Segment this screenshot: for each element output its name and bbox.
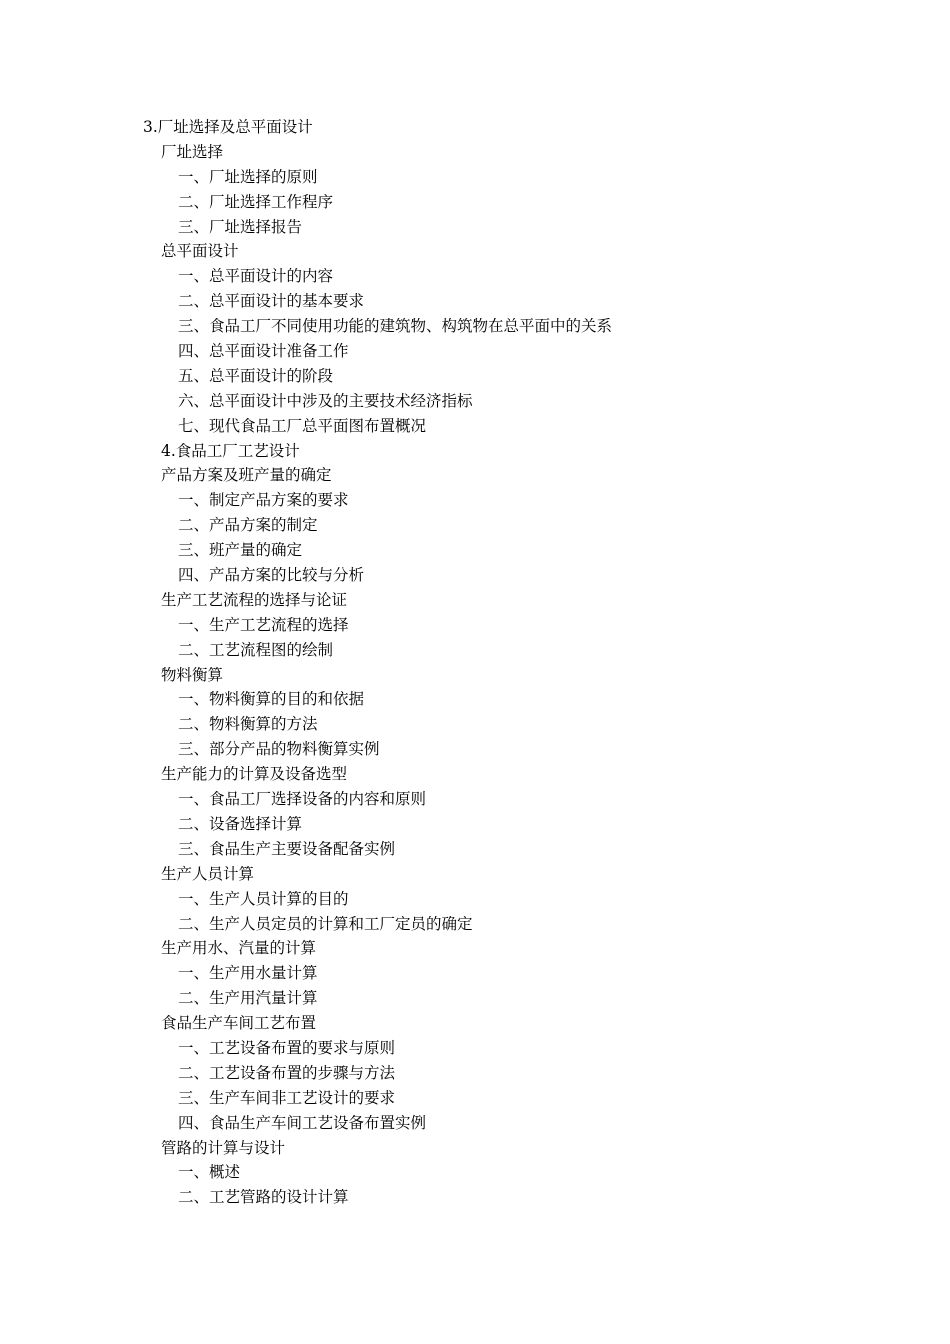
subsection-item: 二、工艺流程图的绘制 (178, 640, 334, 659)
subsection-item: 一、生产人员计算的目的 (178, 889, 349, 908)
subsection-item: 三、生产车间非工艺设计的要求 (178, 1088, 396, 1107)
section-heading: 总平面设计 (161, 242, 239, 261)
subsection-item: 一、物料衡算的目的和依据 (178, 690, 365, 709)
section-heading: 生产人员计算 (161, 864, 255, 883)
subsection-item: 六、总平面设计中涉及的主要技术经济指标 (178, 391, 473, 410)
section-heading: 生产用水、汽量的计算 (161, 939, 317, 958)
subsection-item: 二、工艺设备布置的步骤与方法 (178, 1063, 396, 1082)
subsection-item: 四、总平面设计准备工作 (178, 342, 349, 361)
subsection-item: 一、生产工艺流程的选择 (178, 615, 349, 634)
subsection-item: 三、食品生产主要设备配备实例 (178, 839, 396, 858)
section-heading: 生产工艺流程的选择与论证 (161, 590, 348, 609)
subsection-item: 二、工艺管路的设计计算 (178, 1188, 349, 1207)
subsection-item: 七、现代食品工厂总平面图布置概况 (178, 416, 427, 435)
subsection-item: 四、食品生产车间工艺设备布置实例 (178, 1113, 427, 1132)
subsection-item: 三、厂址选择报告 (178, 217, 303, 236)
subsection-item: 一、制定产品方案的要求 (178, 491, 349, 510)
subsection-item: 四、产品方案的比较与分析 (178, 566, 365, 585)
subsection-item: 二、生产用汽量计算 (178, 989, 318, 1008)
subsection-item: 一、工艺设备布置的要求与原则 (178, 1038, 396, 1057)
subsection-item: 一、厂址选择的原则 (178, 167, 318, 186)
section-heading: 生产能力的计算及设备选型 (161, 765, 348, 784)
section-heading: 物料衡算 (161, 665, 224, 684)
subsection-item: 二、厂址选择工作程序 (178, 192, 334, 211)
section-heading: 食品生产车间工艺布置 (161, 1014, 317, 1033)
subsection-item: 三、部分产品的物料衡算实例 (178, 740, 380, 759)
subsection-item: 一、生产用水量计算 (178, 964, 318, 983)
document-page (0, 115, 950, 1210)
subsection-item: 一、总平面设计的内容 (178, 267, 334, 286)
subsection-item: 一、概述 (178, 1163, 241, 1182)
section-heading: 厂址选择 (161, 142, 224, 161)
subsection-item: 二、物料衡算的方法 (178, 715, 318, 734)
subsection-item: 二、总平面设计的基本要求 (178, 292, 365, 311)
subsection-item: 一、食品工厂选择设备的内容和原则 (178, 790, 427, 809)
section-heading: 4.食品工厂工艺设计 (161, 441, 300, 460)
subsection-item: 三、班产量的确定 (178, 541, 303, 560)
section-heading: 管路的计算与设计 (161, 1138, 286, 1157)
subsection-item: 二、设备选择计算 (178, 814, 303, 833)
subsection-item: 三、食品工厂不同使用功能的建筑物、构筑物在总平面中的关系 (178, 317, 613, 336)
chapter-heading: 3.厂址选择及总平面设计 (143, 118, 313, 136)
table-of-contents (0, 115, 950, 1210)
subsection-item: 二、生产人员定员的计算和工厂定员的确定 (178, 914, 473, 933)
subsection-item: 五、总平面设计的阶段 (178, 366, 334, 385)
subsection-item: 二、产品方案的制定 (178, 516, 318, 535)
section-heading: 产品方案及班产量的确定 (161, 466, 332, 485)
